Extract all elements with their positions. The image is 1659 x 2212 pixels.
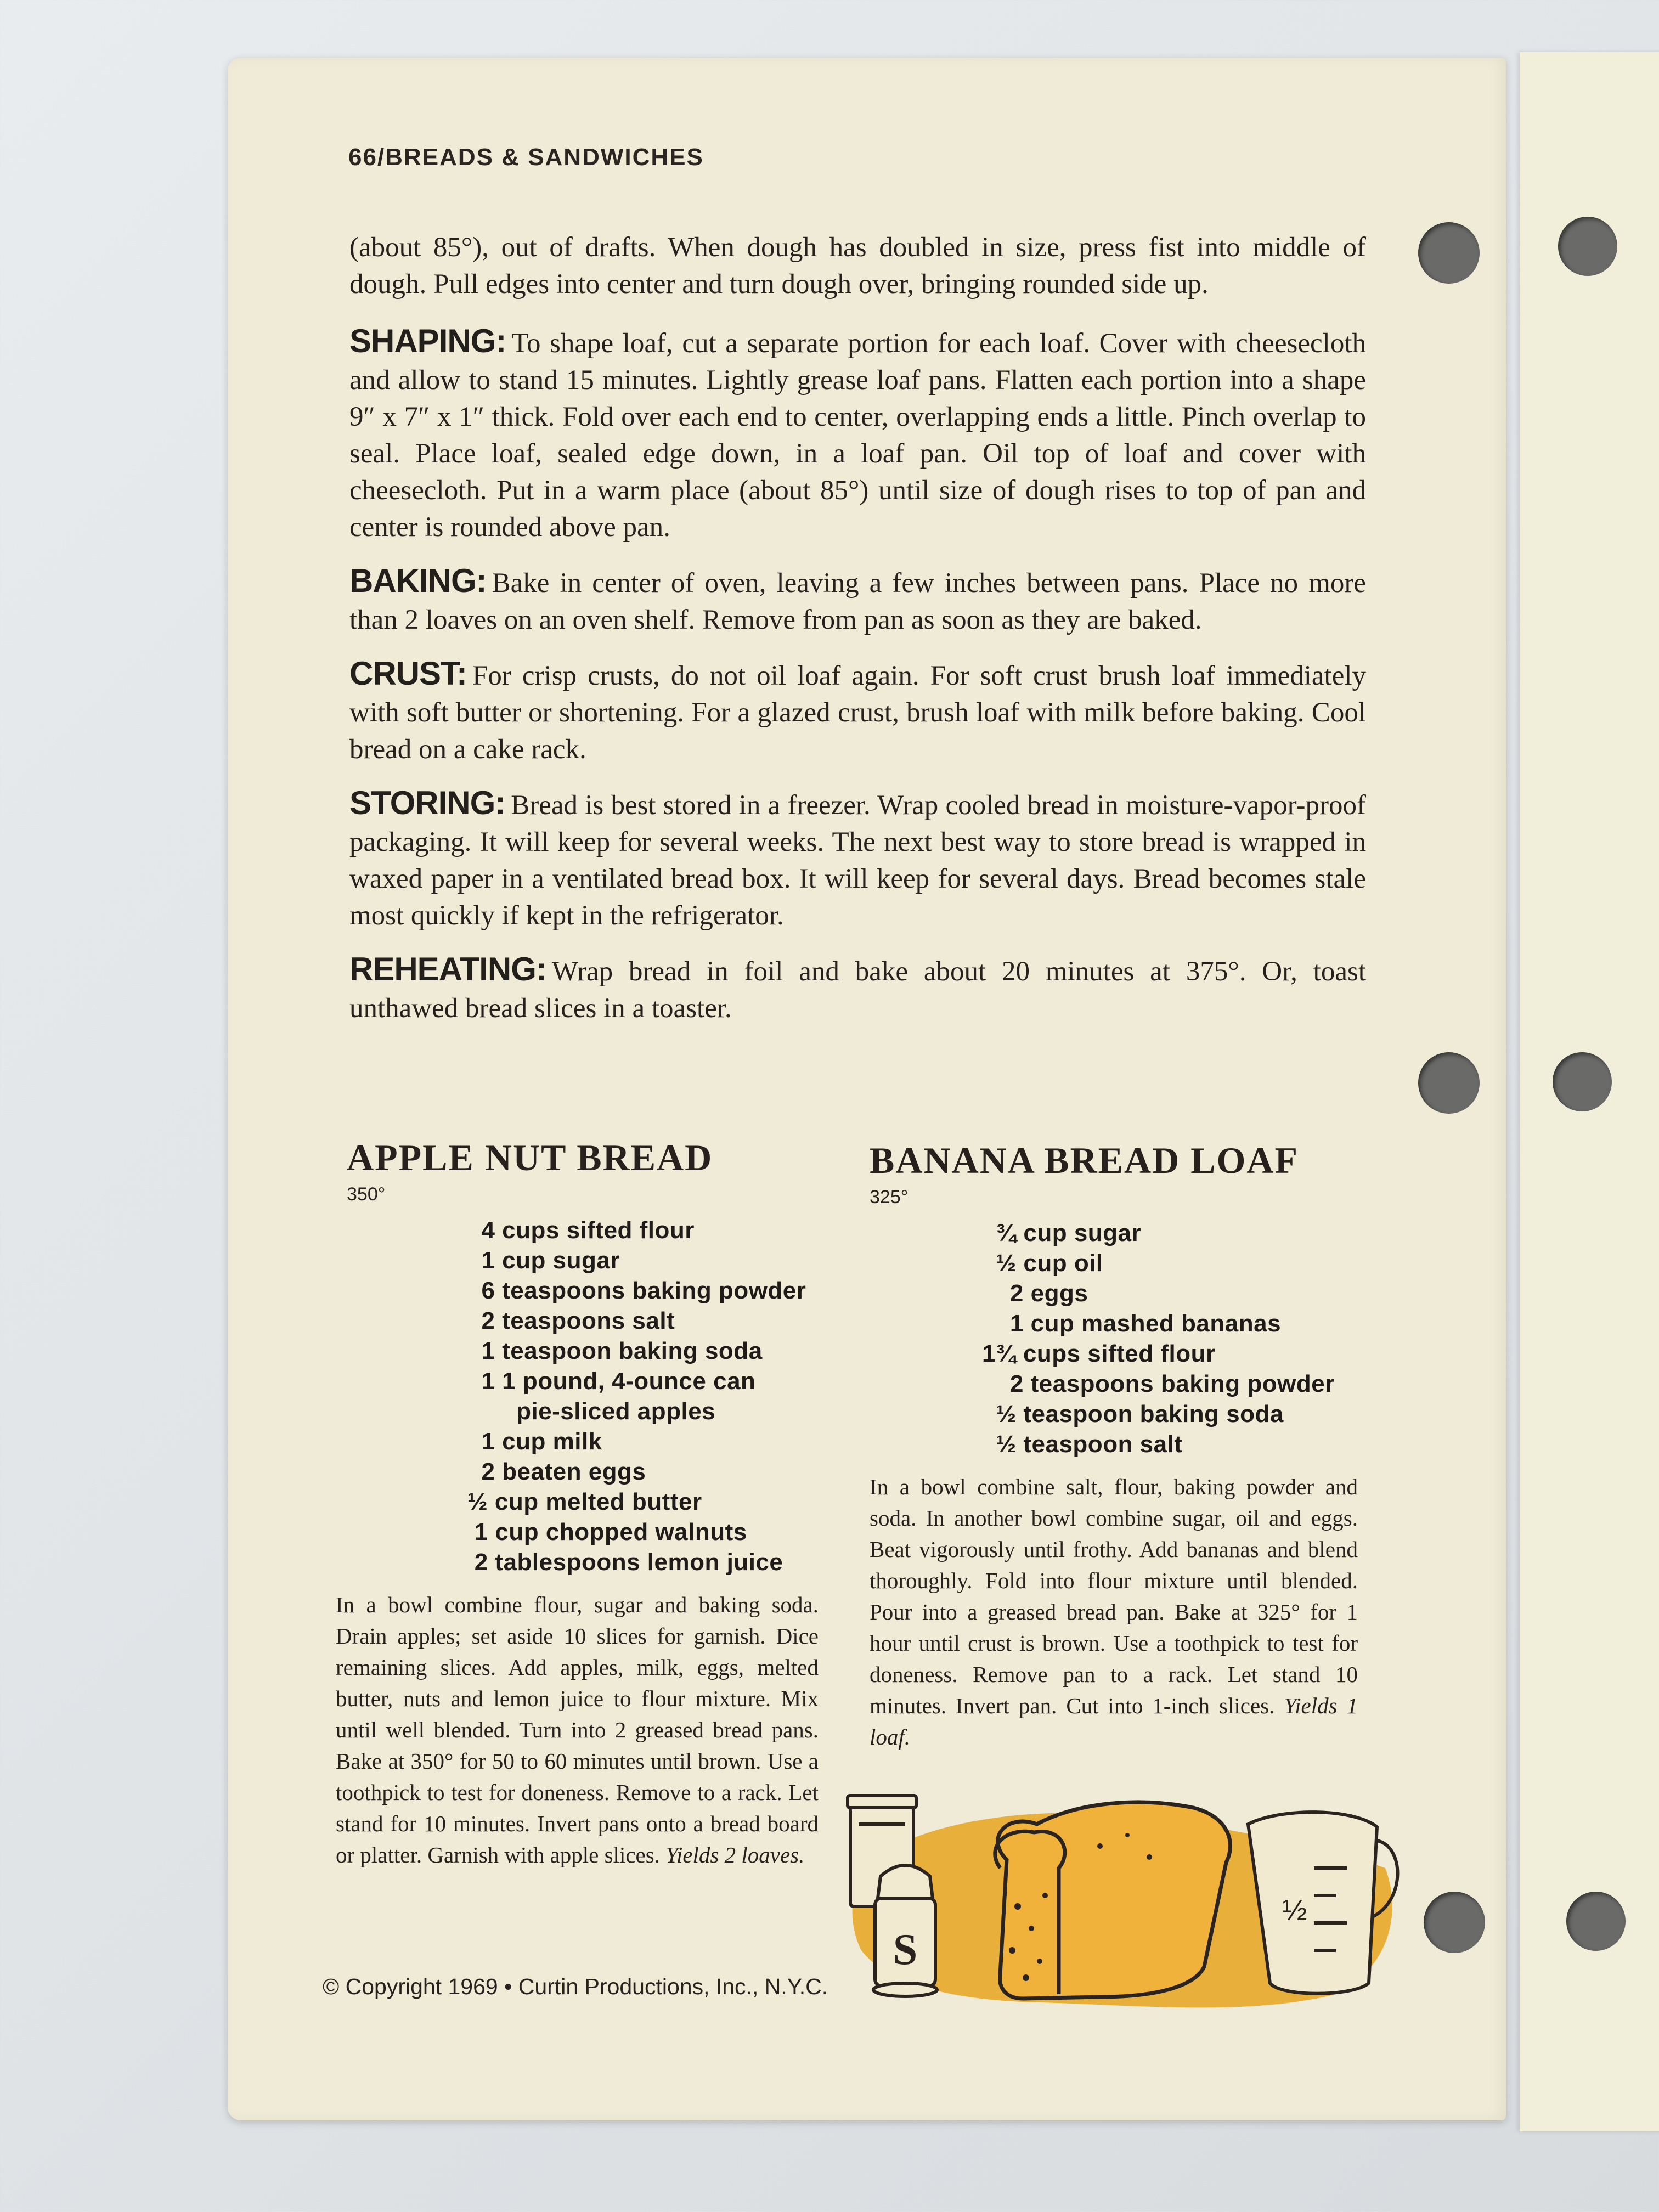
binder-hole-middle [1418, 1052, 1480, 1114]
shaker-letter: S [893, 1926, 918, 1974]
section-storing [349, 785, 1366, 934]
ingredient: 1 cup mashed bananas [982, 1310, 1282, 1337]
section-text: To shape loaf, cut a separate portion for each loaf. Cover with cheesecloth and allow to stand 15 minutes. Lightly grease loaf pans. Flatten each portion into a shape 9″ x 7″ x 1″ thick. Fold over each end to center, overlapping ends a little. Pinch overlap to seal. Place loaf, sealed edge down, in a loaf pan. Oil top of loaf and cover with cheesecloth. Put in a warm place (about 85°) until size of dough rises to top of pan and center is rounded above pan. [349, 328, 1366, 543]
bread-instructions [349, 229, 1366, 1043]
recipe-yield: Yields 1 loaf. [870, 1693, 1358, 1750]
recipe-title: BANANA BREAD LOAF [870, 1139, 1299, 1181]
section-text: Wrap bread in foil and bake about 20 minutes at 375°. Or, toast unthawed bread slices in a toaster. [349, 956, 1366, 1024]
recipe-method [870, 1471, 1358, 1753]
section-crust [349, 655, 1366, 768]
recipe-yield: Yields 2 loaves. [665, 1842, 805, 1867]
section-baking [349, 562, 1366, 639]
ingredient: ¾ cup sugar [982, 1220, 1142, 1246]
ingredient: 1 cup sugar [467, 1247, 620, 1274]
recipe-method [336, 1589, 819, 1871]
ingredient: ½ teaspoon baking soda [982, 1401, 1284, 1427]
ingredient: 1 1 pound, 4-ounce can [467, 1368, 756, 1395]
next-page-hole-top [1558, 217, 1617, 276]
method-text: In a bowl combine flour, sugar and baking soda. Drain apples; set aside 10 slices for garnish. Dice remaining slices. Add apples, milk, eggs, melted butter, nuts and lemon juice to flour mixture. Mix until well blended. Turn into 2 greased bread pans. Bake at 350° for 50 to 60 minutes until brown. Use a toothpick to test for doneness. Remove to a rack. Let stand for 10 minutes. Invert pans onto a bread board or platter. Garnish with apple slices. [336, 1592, 819, 1867]
next-page-hole-bottom [1566, 1892, 1626, 1951]
section-label: CRUST: [349, 655, 467, 692]
recipe-apple-nut-bread [336, 1136, 819, 1871]
recipe-title: APPLE NUT BREAD [347, 1137, 713, 1178]
ingredient: 2 tablespoons lemon juice [467, 1549, 783, 1576]
ingredient: 4 cups sifted flour [467, 1217, 695, 1244]
ingredient: 2 eggs [982, 1280, 1088, 1307]
section-label: SHAPING: [349, 323, 506, 359]
section-text: For crisp crusts, do not oil loaf again. For soft crust brush loaf immediately with soft butter or shortening. For a glazed crust, brush loaf with milk before baking. Cool bread on a cake rack. [349, 661, 1366, 765]
section-text: Bread is best stored in a freezer. Wrap cooled bread in moisture-vapor-proof packaging. It will keep for several weeks. The next best way to store bread is wrapped in waxed paper in a ventilated bread box. It will keep for several days. Bread becomes stale most quickly if kept in the refrigerator. [349, 790, 1366, 931]
section-reheating [349, 951, 1366, 1027]
ingredient: 1 teaspoon baking soda [467, 1338, 763, 1364]
cup-fraction: ½ [1282, 1894, 1307, 1927]
section-shaping [349, 323, 1366, 546]
running-head: 66/BREADS & SANDWICHES [348, 144, 704, 171]
section-label: REHEATING: [349, 951, 546, 988]
ingredient: 2 teaspoons salt [467, 1307, 675, 1334]
ingredient: ½ cup melted butter [467, 1488, 702, 1515]
copyright-notice: © Copyright 1969 • Curtin Productions, Inc., N.Y.C. [323, 1974, 828, 1999]
ingredient: 1¾ cups sifted flour [982, 1340, 1216, 1367]
ingredient: 1 cup milk [467, 1428, 602, 1455]
ingredient: ½ cup oil [982, 1250, 1103, 1277]
ingredient: 1 cup chopped walnuts [467, 1519, 747, 1545]
recipe-temperature: 325° [870, 1187, 909, 1207]
method-text: In a bowl combine salt, flour, baking powder and soda. In another bowl combine sugar, oil and eggs. Beat vigorously until frothy. Add bananas and blend thoroughly. Fold into flour mixture until blended. Pour into a greased bread pan. Bake at 325° for 1 hour until crust is brown. Use a toothpick to test for doneness. Remove pan to a rack. Let stand 10 minutes. Invert pan. Cut into 1-inch slices. [870, 1474, 1358, 1718]
binder-hole-top [1418, 222, 1480, 284]
next-page-hole-middle [1553, 1052, 1612, 1111]
recipe-temperature: 350° [347, 1184, 386, 1205]
binder-hole-bottom [1424, 1892, 1485, 1953]
ingredient-list [870, 1218, 1358, 1459]
ingredient: 6 teaspoons baking powder [467, 1277, 806, 1304]
ingredient: 2 beaten eggs [467, 1458, 646, 1485]
section-label: STORING: [349, 785, 506, 821]
section-label: BAKING: [349, 562, 487, 599]
section-text: Bake in center of oven, leaving a few inches between pans. Place no more than 2 loaves on an oven shelf. Remove from pan as soon as they are baked. [349, 568, 1366, 635]
bread-loaf-icon [995, 1802, 1231, 1999]
ingredient-list [336, 1215, 819, 1577]
ingredient: pie-sliced apples [467, 1398, 716, 1425]
ingredient: ½ teaspoon salt [982, 1431, 1183, 1458]
bread-illustration [842, 1786, 1407, 2016]
ingredient: 2 teaspoons baking powder [982, 1370, 1335, 1397]
recipe-banana-bread-loaf [870, 1138, 1358, 1753]
intro-paragraph: (about 85°), out of drafts. When dough has doubled in size, press fist into middle of dough. Pull edges into center and turn dough over, bringing rounded side up. [349, 232, 1366, 300]
